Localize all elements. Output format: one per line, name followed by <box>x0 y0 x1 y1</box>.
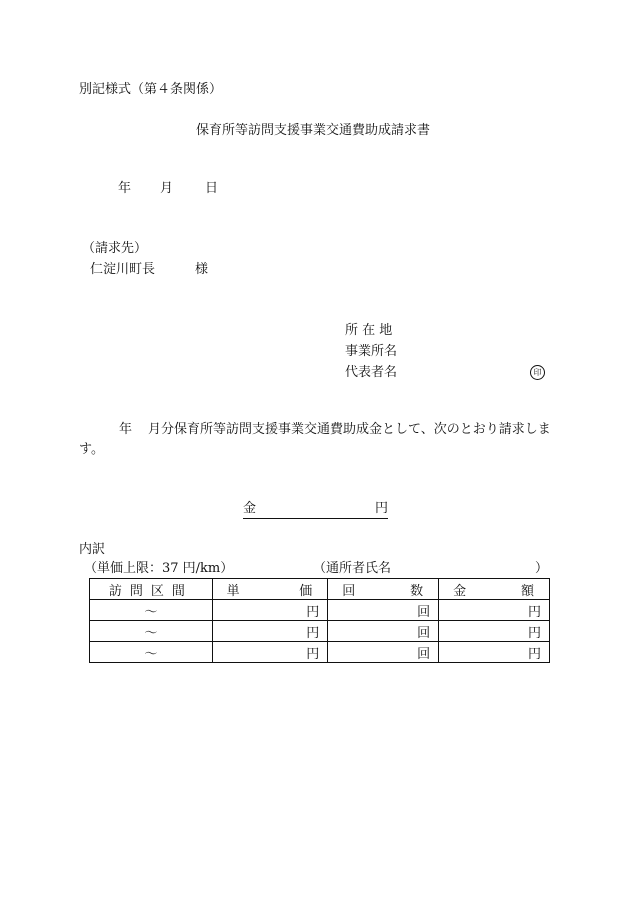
header-count: 回数 <box>328 579 439 600</box>
amount-cell: 円 <box>439 642 550 663</box>
table-header-row <box>90 579 550 600</box>
header-unit-price: 単価 <box>212 579 328 600</box>
applicant-block <box>345 320 550 383</box>
total-amount-line <box>243 501 388 519</box>
amount-prefix: 金 <box>243 501 257 516</box>
representative-label: 代表者名 <box>345 365 398 380</box>
document-title: 保育所等訪問支援事業交通費助成請求書 <box>196 123 431 138</box>
date-month: 月 <box>160 181 174 196</box>
passenger-name-field <box>313 561 548 577</box>
office-name-label: 事業所名 <box>345 344 398 359</box>
breakdown-label: 内訳 <box>79 542 106 557</box>
count-cell: 回 <box>328 600 439 621</box>
passenger-close: ） <box>534 561 548 576</box>
count-cell: 回 <box>328 642 439 663</box>
route-cell: ～ <box>90 642 213 663</box>
amount-cell: 円 <box>439 621 550 642</box>
representative-row <box>345 362 550 383</box>
table-row <box>90 621 550 642</box>
addressee <box>90 262 208 278</box>
form-id: 別記様式（第４条関係） <box>79 82 223 97</box>
statement-month: 月 <box>148 422 162 437</box>
seal-icon: 印 <box>530 365 545 380</box>
amount-suffix: 円 <box>374 501 388 516</box>
date-day: 日 <box>205 181 219 196</box>
addressee-honorific: 様 <box>195 262 209 277</box>
table-row <box>90 600 550 621</box>
addressee-label: （請求先） <box>82 241 148 256</box>
breakdown-table <box>89 578 550 663</box>
date-row <box>118 181 218 197</box>
unit-price-cell: 円 <box>212 642 328 663</box>
request-statement <box>79 420 554 460</box>
header-route: 訪問区間 <box>90 579 213 600</box>
location-label: 所 在 地 <box>345 323 393 338</box>
statement-text: 分保育所等訪問支援事業交通費助成金として、次のとおり請求します。 <box>79 422 551 457</box>
unit-price-note: （単価上限：37 円/km） <box>84 561 234 576</box>
unit-price-cell: 円 <box>212 600 328 621</box>
header-amount: 金額 <box>439 579 550 600</box>
route-cell: ～ <box>90 600 213 621</box>
table-row <box>90 642 550 663</box>
amount-cell: 円 <box>439 600 550 621</box>
addressee-name: 仁淀川町長 <box>90 262 156 277</box>
unit-price-cell: 円 <box>212 621 328 642</box>
date-year: 年 <box>118 181 132 196</box>
passenger-label: （通所者氏名 <box>313 561 392 576</box>
statement-year: 年 <box>119 422 133 437</box>
route-cell: ～ <box>90 621 213 642</box>
count-cell: 回 <box>328 621 439 642</box>
